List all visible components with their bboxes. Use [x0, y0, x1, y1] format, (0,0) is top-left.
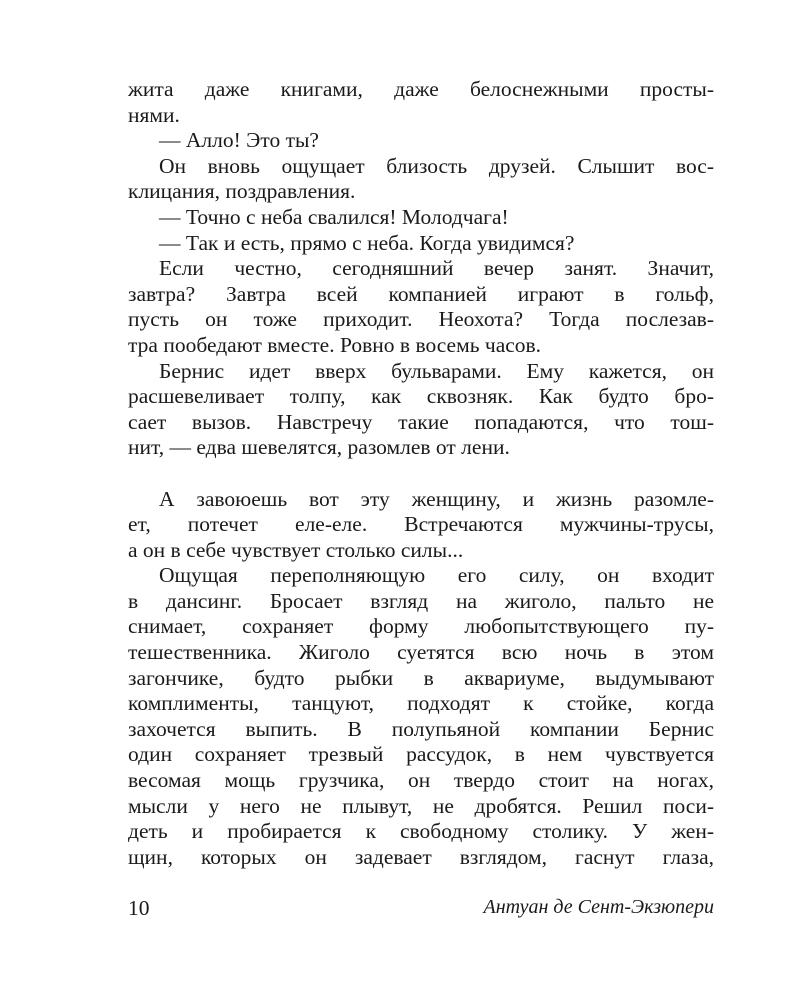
text-line: в дансинг. Бросает взгляд на жиголо, пальто не — [128, 588, 714, 613]
text-line: щин, которых он задевает взглядом, гаснут глаза, — [128, 844, 714, 869]
text-line: тра пообедают вместе. Ровно в восемь часов. — [128, 332, 542, 357]
text-line: Ощущая переполняющую его силу, он входит — [159, 563, 714, 588]
text-line: а он в себе чувствует столько силы... — [128, 537, 464, 562]
text-line: мысли у него не плывут, не дробятся. Решил поси- — [128, 793, 714, 818]
dialogue-line: — Алло! Это ты? — [159, 128, 319, 153]
text-line: нями. — [128, 102, 180, 127]
text-line: сает вызов. Навстречу такие попадаются, что тош- — [128, 409, 714, 434]
dialogue-line: — Точно с неба свалился! Молодчага! — [159, 204, 509, 229]
text-line: деть и пробирается к свободному столику. У жен- — [128, 819, 714, 844]
dialogue-line: — Так и есть, прямо с неба. Когда увидимся? — [159, 230, 575, 255]
text-line: завтра? Завтра всей компанией играют в гольф, — [128, 281, 714, 306]
text-line: нит, — едва шевелятся, разомлев от лени. — [128, 435, 510, 460]
text-line: пусть он тоже приходит. Неохота? Тогда послезав- — [128, 307, 714, 332]
text-line: загончике, будто рыбки в аквариуме, выдумывают — [128, 665, 714, 690]
text-line: снимает, сохраняет форму любопытствующего пу- — [128, 614, 714, 639]
text-line: расшевеливает толпу, как сквозняк. Как будто бро- — [128, 384, 714, 409]
text-line: весомая мощь грузчика, он твердо стоит на ногах, — [128, 768, 714, 793]
text-line: Он вновь ощущает близость друзей. Слышит вос- — [159, 153, 714, 178]
text-line: клицания, поздравления. — [128, 179, 356, 204]
page-number: 10 — [128, 896, 150, 920]
text-line: Бернис идет вверх бульварами. Ему кажется, он — [159, 358, 714, 383]
text-line: ет, потечет еле-еле. Встречаются мужчины-трусы, — [128, 512, 714, 537]
text-line: А завоюешь вот эту женщину, и жизнь разомле- — [159, 486, 714, 511]
text-line: один сохраняет трезвый рассудок, в нем чувствуется — [128, 742, 714, 767]
text-line: захочется выпить. В полупьяной компании Бернис — [128, 716, 714, 741]
running-footer-author: Антуан де Сент-Экзюпери — [483, 896, 714, 918]
text-line: жита даже книгами, даже белоснежными просты- — [128, 77, 714, 101]
body-text — [128, 77, 714, 870]
section-break — [128, 461, 714, 487]
text-line: Если честно, сегодняшний вечер занят. Значит, — [159, 256, 714, 281]
text-line: комплименты, танцуют, подходят к стойке, когда — [128, 691, 714, 716]
text-line: тешественника. Жиголо суетятся всю ночь в этом — [128, 640, 714, 665]
